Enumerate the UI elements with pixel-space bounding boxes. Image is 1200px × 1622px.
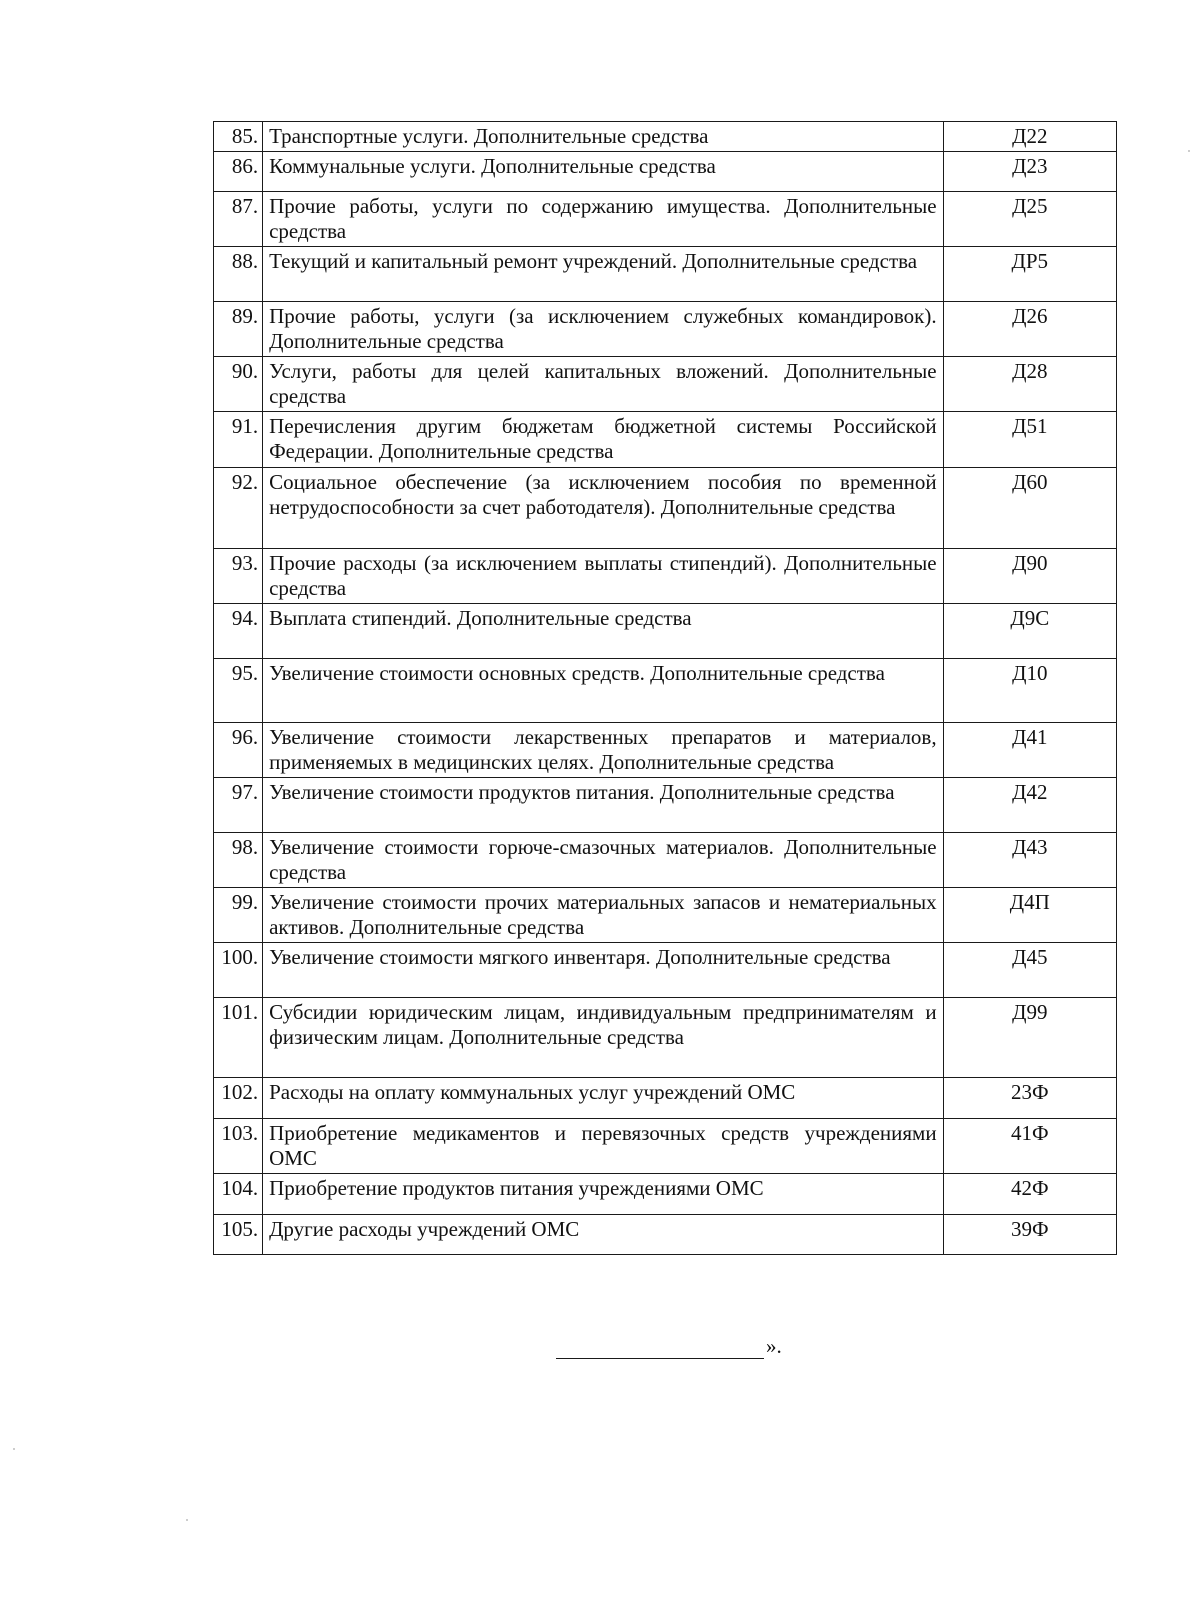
table-row (214, 1215, 1117, 1255)
table-row (214, 152, 1117, 192)
table-row (214, 122, 1117, 152)
row-description: Увеличение стоимости основных средств. Дополнительные средства (263, 659, 944, 723)
row-code: Д51 (943, 412, 1116, 468)
row-description: Увеличение стоимости продуктов питания. Дополнительные средства (263, 778, 944, 833)
row-number: 97. (214, 778, 263, 833)
row-number: 102. (214, 1078, 263, 1119)
row-description: Увеличение стоимости лекарственных препаратов и материалов, применяемых в медицинских целях. Дополнительные средства (263, 723, 944, 778)
row-description: Текущий и капитальный ремонт учреждений. Дополнительные средства (263, 247, 944, 302)
table-row (214, 192, 1117, 247)
signature-line (556, 1336, 764, 1359)
table-row (214, 998, 1117, 1078)
row-description: Услуги, работы для целей капитальных вложений. Дополнительные средства (263, 357, 944, 412)
row-description: Выплата стипендий. Дополнительные средства (263, 604, 944, 659)
row-number: 94. (214, 604, 263, 659)
table-row (214, 1119, 1117, 1174)
row-code: Д45 (943, 943, 1116, 998)
row-number: 98. (214, 833, 263, 888)
row-code: Д25 (943, 192, 1116, 247)
row-description: Расходы на оплату коммунальных услуг учреждений ОМС (263, 1078, 944, 1119)
row-description: Транспортные услуги. Дополнительные средства (263, 122, 944, 152)
row-number: 90. (214, 357, 263, 412)
table-row (214, 549, 1117, 604)
row-description: Коммунальные услуги. Дополнительные средства (263, 152, 944, 192)
table-row (214, 659, 1117, 723)
row-number: 92. (214, 468, 263, 549)
row-code: Д28 (943, 357, 1116, 412)
expense-codes-table (213, 121, 1117, 1255)
row-code: Д10 (943, 659, 1116, 723)
row-code: Д60 (943, 468, 1116, 549)
row-description: Приобретение медикаментов и перевязочных средств учреждениями ОМС (263, 1119, 944, 1174)
row-number: 100. (214, 943, 263, 998)
row-description: Социальное обеспечение (за исключением пособия по временной нетрудоспособности за счет работодателя). Дополнительные средства (263, 468, 944, 549)
closing-quote: ». (766, 1334, 782, 1358)
table-row (214, 412, 1117, 468)
table-row (214, 888, 1117, 943)
row-code: Д22 (943, 122, 1116, 152)
table-body (214, 122, 1117, 1255)
row-number: 104. (214, 1174, 263, 1215)
row-code: Д9С (943, 604, 1116, 659)
row-number: 96. (214, 723, 263, 778)
scan-speck (186, 1519, 188, 1521)
table-row (214, 943, 1117, 998)
table-row (214, 604, 1117, 659)
row-description: Перечисления другим бюджетам бюджетной системы Российской Федерации. Дополнительные средства (263, 412, 944, 468)
row-code: Д26 (943, 302, 1116, 357)
row-description: Увеличение стоимости прочих материальных запасов и нематериальных активов. Дополнительные средства (263, 888, 944, 943)
row-code: Д43 (943, 833, 1116, 888)
table-row (214, 302, 1117, 357)
scan-speck (1188, 150, 1190, 152)
row-number: 99. (214, 888, 263, 943)
row-description: Прочие работы, услуги (за исключением служебных командировок). Дополнительные средства (263, 302, 944, 357)
table-row (214, 468, 1117, 549)
row-number: 103. (214, 1119, 263, 1174)
row-number: 89. (214, 302, 263, 357)
row-code: 39Ф (943, 1215, 1116, 1255)
row-description: Прочие работы, услуги по содержанию имущества. Дополнительные средства (263, 192, 944, 247)
row-description: Другие расходы учреждений ОМС (263, 1215, 944, 1255)
row-description: Приобретение продуктов питания учреждениями ОМС (263, 1174, 944, 1215)
table-row (214, 778, 1117, 833)
table-row (214, 357, 1117, 412)
row-code: ДР5 (943, 247, 1116, 302)
table-row (214, 833, 1117, 888)
row-code: Д4П (943, 888, 1116, 943)
row-code: Д41 (943, 723, 1116, 778)
row-number: 91. (214, 412, 263, 468)
row-code: 41Ф (943, 1119, 1116, 1174)
row-code: 23Ф (943, 1078, 1116, 1119)
row-code: Д90 (943, 549, 1116, 604)
row-number: 86. (214, 152, 263, 192)
row-description: Увеличение стоимости мягкого инвентаря. Дополнительные средства (263, 943, 944, 998)
table-row (214, 1174, 1117, 1215)
row-number: 105. (214, 1215, 263, 1255)
row-code: Д23 (943, 152, 1116, 192)
table-row (214, 247, 1117, 302)
row-number: 101. (214, 998, 263, 1078)
row-code: 42Ф (943, 1174, 1116, 1215)
row-code: Д99 (943, 998, 1116, 1078)
row-number: 88. (214, 247, 263, 302)
row-description: Субсидии юридическим лицам, индивидуальным предпринимателям и физическим лицам. Дополнительные средства (263, 998, 944, 1078)
table-row (214, 1078, 1117, 1119)
row-description: Увеличение стоимости горюче-смазочных материалов. Дополнительные средства (263, 833, 944, 888)
row-number: 95. (214, 659, 263, 723)
table-row (214, 723, 1117, 778)
scan-speck (13, 1448, 15, 1450)
row-number: 85. (214, 122, 263, 152)
row-description: Прочие расходы (за исключением выплаты стипендий). Дополнительные средства (263, 549, 944, 604)
row-number: 93. (214, 549, 263, 604)
row-number: 87. (214, 192, 263, 247)
row-code: Д42 (943, 778, 1116, 833)
